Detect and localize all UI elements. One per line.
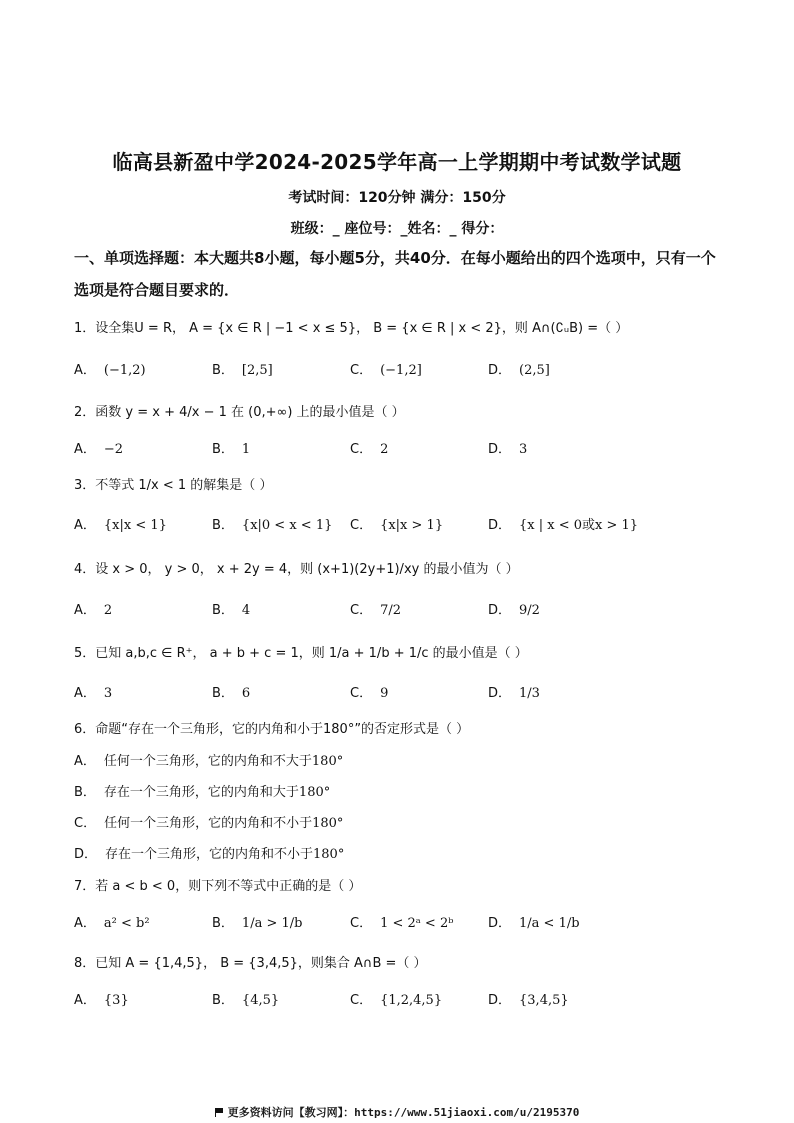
question-stem: 2．函数 y = x + 4/x − 1 在 (0,+∞) 上的最小值是（ ） [74,405,405,420]
option-c: C． 2 [350,442,389,457]
option-c: C． 任何一个三角形，它的内角和不小于180° [74,816,344,831]
option-a: A． (−1,2) [74,363,146,378]
option-d: D． (2,5] [488,363,550,378]
question-stem: 7．若 a < b < 0，则下列不等式中正确的是（ ） [74,879,362,894]
option-a: A． −2 [74,442,124,457]
exam-info: 考试时间：120分钟 满分：150分 [288,190,506,206]
question-stem: 3．不等式 1/x < 1 的解集是（ ） [74,478,273,493]
option-a: A． a² < b² [74,916,150,931]
option-d: D． {x | x < 0或x > 1} [488,518,639,533]
option-a: A． 任何一个三角形，它的内角和不大于180° [74,754,344,769]
option-c: C． {x|x > 1} [350,518,444,533]
option-a: A． {3} [74,993,129,1008]
question-stem: 8．已知 A = {1,4,5}， B = {3,4,5}，则集合 A∩B =（ ） [74,956,427,971]
option-c: C． 7/2 [350,603,401,618]
question-stem: 6．命题“存在一个三角形，它的内角和小于180°”的否定形式是（ ） [74,722,470,737]
question-stem: 5．已知 a,b,c ∈ R⁺， a + b + c = 1，则 1/a + 1/b + 1/c 的最小值是（ ） [74,646,528,661]
option-d: D． 1/a < 1/b [488,916,580,931]
option-c: C． 9 [350,686,389,701]
footer-text[interactable]: 更多资料访问【教习网】：https://www.51jiaoxi.com/u/2195370 [227,1106,580,1119]
option-a: A． {x|x < 1} [74,518,167,533]
student-fields: 班级：_ 座位号：_姓名：_ 得分： [290,221,504,237]
option-b: B． {x|0 < x < 1} [212,518,333,533]
option-d: D． {3,4,5} [488,993,569,1008]
option-a: A． 3 [74,686,113,701]
question-stem: 4．设 x > 0， y > 0， x + 2y = 4，则 (x+1)(2y+1)/xy 的最小值为（ ） [74,562,519,577]
option-d: D． 1/3 [488,686,540,701]
option-c: C． 1 < 2ᵃ < 2ᵇ [350,916,454,931]
question-stem: 1．设全集U = R， A = {x ∈ R | −1 < x ≤ 5}， B = {x ∈ R | x < 2}，则 A∩(∁ᵤB) =（ ） [74,321,629,336]
option-d: D． 9/2 [488,603,540,618]
option-c: C． {1,2,4,5} [350,993,443,1008]
option-b: B． [2,5] [212,363,273,378]
option-c: C． (−1,2] [350,363,422,378]
option-b: B． 存在一个三角形，它的内角和大于180° [74,785,331,800]
option-d: D． 存在一个三角形，它的内角和不小于180° [74,847,345,862]
option-a: A． 2 [74,603,113,618]
option-b: B． 4 [212,603,251,618]
option-b: B． {4,5} [212,993,280,1008]
section-heading: 一、单项选择题：本大题共8小题，每小题5分，共40分．在每小题给出的四个选项中，只有一个选项是符合题目要求的． [74,249,716,299]
option-b: B． 6 [212,686,251,701]
flag-icon [215,1108,224,1117]
option-d: D． 3 [488,442,528,457]
page-title: 临高县新盈中学2024-2025学年高一上学期期中考试数学试题 [112,150,682,174]
footer-link[interactable] [0,1104,794,1120]
option-b: B． 1/a > 1/b [212,916,303,931]
option-b: B． 1 [212,442,251,457]
